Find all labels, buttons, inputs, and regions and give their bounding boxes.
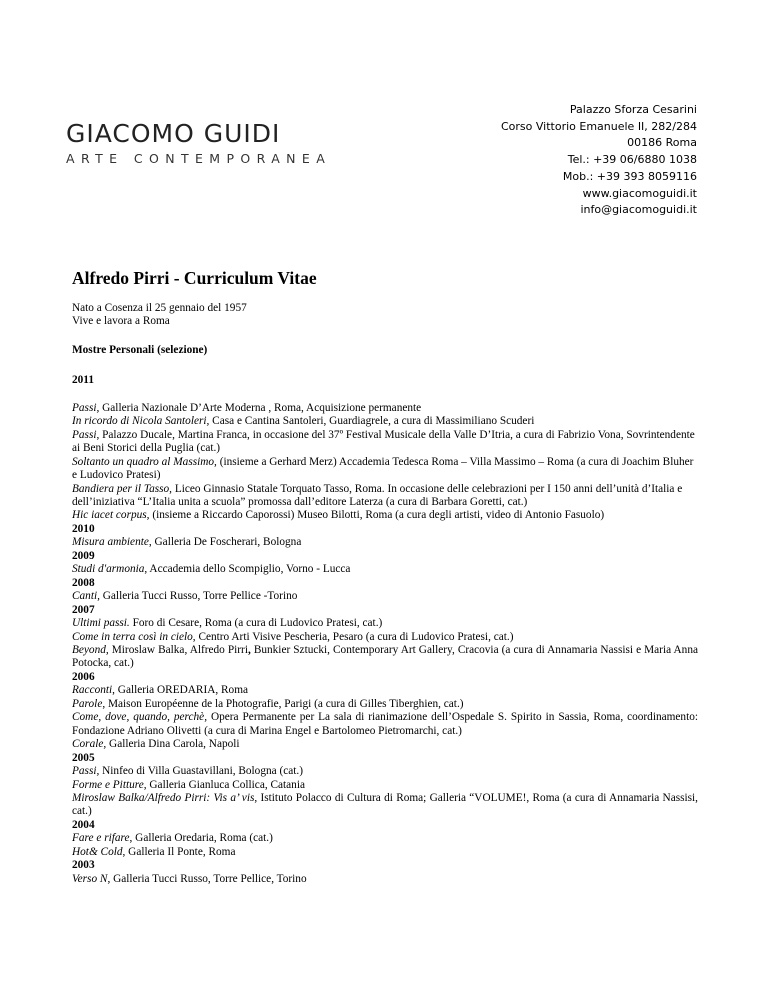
exhibition-entry	[72, 698, 698, 711]
exhibition-entry	[72, 563, 698, 576]
year-heading: 2007	[72, 603, 95, 616]
exhibition-entry	[72, 644, 698, 671]
exhibition-details: , Maison Européenne de la Photografie, Parigi (a cura di Gilles Tiberghien, cat.)	[102, 697, 464, 710]
exhibition-details: (insieme a Riccardo Caporossi) Museo Bilotti, Roma (a cura degli artisti, video di Antonio Fasuolo)	[149, 509, 605, 522]
exhibition-title: Canti,	[72, 590, 100, 603]
exhibition-entry	[72, 765, 698, 778]
exhibition-details: Galleria Nazionale D’Arte Moderna , Roma, Acquisizione permanente	[99, 401, 422, 414]
gallery-address-block	[501, 102, 697, 219]
exhibition-details: , Istituto Polacco di Cultura di Roma; Galleria “VOLUME!, Roma (a cura di Annamaria Nassisi, cat.)	[72, 791, 698, 818]
exhibition-title: Passi,	[72, 765, 100, 778]
exhibition-entry	[72, 536, 698, 549]
exhibition-details: , Galleria Tucci Russo, Torre Pellice, Torino	[107, 872, 307, 885]
exhibition-title: Ultimi passi.	[72, 617, 130, 630]
address-line-website: www.giacomoguidi.it	[582, 186, 697, 200]
exhibition-entry	[72, 792, 698, 819]
logo-title: GIACOMO GUIDI	[66, 119, 281, 148]
exhibition-title: Misura ambiente	[72, 536, 149, 549]
exhibition-details: Bunkier Sztucki, Contemporary Art Gallery, Cracovia (a cura di Annamaria Nassisi e Maria Anna Potocka, cat.)	[72, 643, 698, 670]
exhibition-details: , Galleria Oredaria, Roma (cat.)	[129, 832, 273, 845]
exhibition-entry	[72, 631, 698, 644]
exhibition-title: Passi,	[72, 401, 100, 414]
exhibition-title: Miroslaw Balka/Alfredo Pirri: Vis a’ vis	[72, 791, 255, 804]
exhibition-title: Corale,	[72, 738, 107, 751]
exhibition-entry	[72, 684, 698, 697]
exhibition-details: , Accademia dello Scompiglio, Vorno - Lucca	[144, 563, 351, 576]
exhibition-list	[72, 374, 698, 886]
exhibition-details: , Galleria De Foscherari, Bologna	[148, 536, 302, 549]
exhibition-entry	[72, 846, 698, 859]
exhibition-title: Hot& Cold	[72, 845, 123, 858]
exhibition-details: ,	[247, 643, 251, 656]
exhibition-title: Come, dove, quando, perchè,	[72, 711, 208, 724]
exhibition-entry	[72, 483, 698, 510]
address-line-city: 00186 Roma	[627, 136, 697, 150]
exhibition-details: , Galleria Gianluca Collica, Catania	[143, 778, 305, 791]
exhibition-details: Miroslaw Balka, Alfredo Pirri	[108, 643, 248, 656]
section-heading: Mostre Personali (selezione)	[72, 343, 208, 356]
exhibition-details: , Centro Arti Visive Pescheria, Pesaro (a cura di Ludovico Pratesi, cat.)	[192, 630, 514, 643]
exhibition-details: (insieme a Gerhard Merz) Accademia Tedesca Roma – Villa Massimo – Roma (a cura di Joachim Bluher e Ludovico Pratesi)	[72, 455, 694, 482]
cv-document	[72, 268, 698, 886]
exhibition-title: Hic iacet corpus,	[72, 509, 150, 522]
exhibition-entry	[72, 429, 698, 456]
address-line-email: info@giacomoguidi.it	[580, 203, 697, 217]
exhibition-entry	[72, 832, 698, 845]
address-line-phone: Tel.: +39 06/6880 1038	[567, 153, 697, 167]
exhibition-title: Racconti	[72, 684, 113, 697]
exhibition-entry	[72, 456, 698, 483]
address-line-street: Corso Vittorio Emanuele II, 282/284	[500, 119, 697, 133]
gallery-logo	[66, 120, 331, 166]
exhibition-entry	[72, 738, 698, 751]
exhibition-entry	[72, 402, 698, 415]
exhibition-title: Forme e Pitture	[72, 778, 144, 791]
year-heading: 2009	[72, 549, 95, 562]
exhibition-title: Fare e rifare	[72, 832, 130, 845]
logo-subtitle: ARTE CONTEMPORANEA	[66, 151, 332, 166]
year-heading: 2010	[72, 522, 95, 535]
exhibition-details: Ninfeo di Villa Guastavillani, Bologna (cat.)	[99, 765, 303, 778]
exhibition-details: , Galleria OREDARIA, Roma	[112, 684, 249, 697]
exhibition-title: Verso N	[72, 872, 108, 885]
year-heading: 2006	[72, 670, 95, 683]
exhibition-title: Beyond,	[72, 643, 109, 656]
year-heading: 2005	[72, 751, 95, 764]
exhibition-entry	[72, 617, 698, 630]
page-title: Alfredo Pirri - Curriculum Vitae	[72, 268, 317, 288]
exhibition-title: Bandiera per il Tasso,	[72, 482, 173, 495]
year-heading: 2003	[72, 859, 95, 872]
exhibition-entry	[72, 711, 698, 738]
exhibition-title: Studi d'armonia	[72, 563, 145, 576]
intro-residence: Vive e lavora a Roma	[72, 315, 170, 328]
exhibition-details: , Palazzo Ducale, Martina Franca, in occasione del 37º Festival Musicale della Valle D’Itria, a cura di Fabrizio Vona, Sovrintendente ai Beni Storici della Puglia (cat.)	[72, 428, 695, 455]
year-heading: 2011	[72, 374, 94, 387]
exhibition-entry	[72, 590, 698, 603]
year-heading: 2008	[72, 576, 95, 589]
exhibition-title: Soltanto un quadro al Massimo,	[72, 455, 217, 468]
exhibition-title: Passi	[72, 428, 97, 441]
exhibition-details: Foro di Cesare, Roma (a cura di Ludovico Pratesi, cat.)	[129, 617, 383, 630]
exhibition-details: , Galleria Il Ponte, Roma	[122, 845, 236, 858]
exhibition-title: In ricordo di Nicola Santoleri,	[72, 415, 210, 428]
year-heading: 2004	[72, 818, 95, 831]
exhibition-entry	[72, 873, 698, 886]
exhibition-details: Galleria Tucci Russo, Torre Pellice -Torino	[99, 590, 298, 603]
exhibition-details: Opera Permanente per La sala di rianimazione dell’Ospedale S. Spirito in Sassia, Roma, coordinamento: Fondazione Adriano Olivetti (a cura di Marina Engel e Bartolomeo Pietromarchi, cat.)	[72, 711, 698, 737]
exhibition-details: Galleria Dina Carola, Napoli	[106, 738, 240, 751]
exhibition-title: Parole	[72, 697, 103, 710]
exhibition-entry	[72, 415, 698, 428]
exhibition-title: Come in terra così in cielo	[72, 630, 193, 643]
exhibition-entry	[72, 509, 698, 522]
exhibition-entry	[72, 779, 698, 792]
address-line-venue: Palazzo Sforza Cesarini	[569, 103, 697, 116]
address-line-mobile: Mob.: +39 393 8059116	[562, 169, 697, 183]
exhibition-details: Liceo Ginnasio Statale Torquato Tasso, Roma. In occasione delle celebrazioni per I 150 anni dell’unità d’Italia e dell’iniziativa “L’Italia unita a scuola” promossa dall’editore Laterza (a cura di Barbara Goretti, cat.)	[72, 482, 683, 508]
intro-birth: Nato a Cosenza il 25 gennaio del 1957	[72, 302, 247, 314]
exhibition-details: Casa e Cantina Santoleri, Guardiagrele, a cura di Massimiliano Scuderi	[209, 415, 535, 428]
